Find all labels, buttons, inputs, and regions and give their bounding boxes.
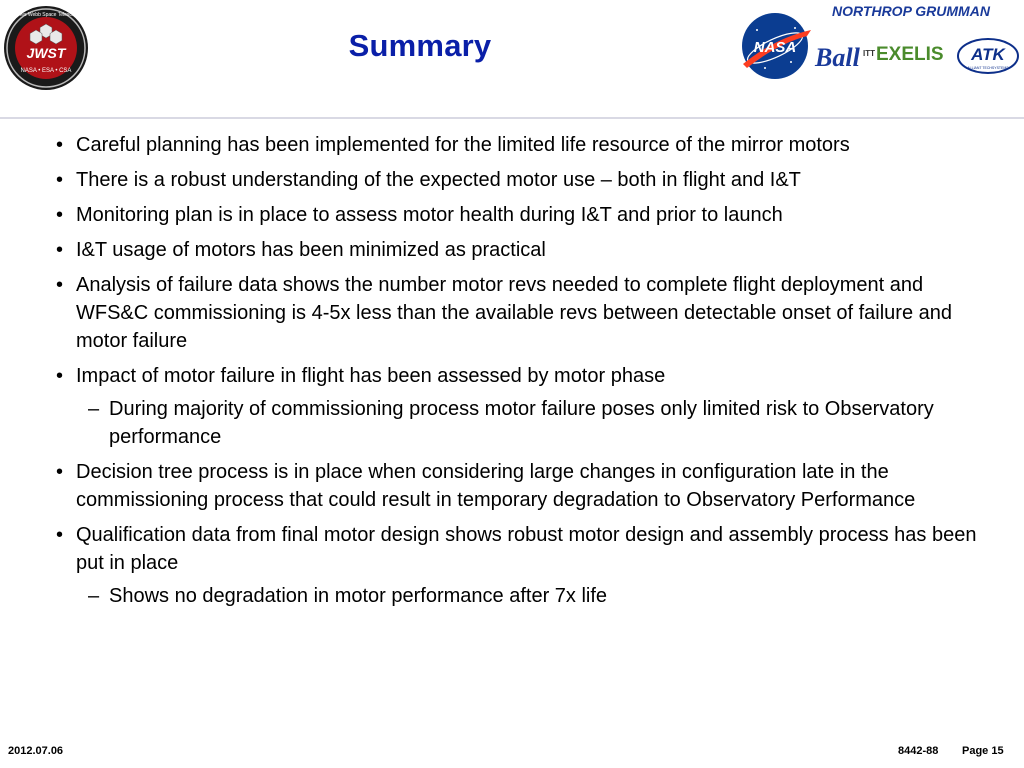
bullet-text: Impact of motor failure in flight has been assessed by motor phase <box>76 365 666 387</box>
bullet-text: I&T usage of motors has been minimized as practical <box>76 239 546 261</box>
sub-bullet-text: During majority of commissioning process motor failure poses only limited risk to Observatory performance <box>109 398 934 448</box>
jwst-logo-ring: James Webb Space Telescope <box>11 12 81 18</box>
bullet-text: Decision tree process is in place when considering large changes in configuration late in the commissioning process that could result in temporary degradation to Observatory Performance <box>76 461 916 511</box>
bullet-item <box>56 131 986 159</box>
bullet-item <box>56 166 986 194</box>
atk-subtext: ALLIANT TECHSYSTEMS <box>967 66 1009 70</box>
bullet-marker: • <box>56 461 64 483</box>
bullet-marker: • <box>56 524 64 546</box>
bullet-item <box>56 362 986 390</box>
bullet-text: Qualification data from final motor design shows robust motor design and assembly process has been put in place <box>76 524 977 574</box>
footer-doc-number: 8442-88 <box>898 745 939 757</box>
bullet-item <box>56 271 986 355</box>
bullet-text: There is a robust understanding of the expected motor use – both in flight and I&T <box>76 169 801 191</box>
atk-text: ATK <box>971 45 1005 64</box>
northrop-text: NORTHROP GRUMMAN <box>832 3 990 19</box>
ball-text: Ball <box>815 43 860 72</box>
exelis-text: EXELIS <box>876 44 944 65</box>
bullet-text: Careful planning has been implemented for the limited life resource of the mirror motors <box>76 134 850 156</box>
bullet-marker: • <box>56 239 64 261</box>
sub-bullet-marker: – <box>88 585 100 607</box>
nasa-text: NASA <box>753 39 797 56</box>
header-divider <box>0 117 1024 119</box>
bullet-marker: • <box>56 134 64 156</box>
summary-bullet-list <box>56 131 986 617</box>
partner-logos <box>735 0 1020 90</box>
bullet-text: Monitoring plan is in place to assess motor health during I&T and prior to launch <box>76 204 783 226</box>
footer-page-number: Page 15 <box>962 745 1004 757</box>
slide-title: Summary <box>348 28 492 63</box>
sub-bullet-text: Shows no degradation in motor performance after 7x life <box>109 585 608 607</box>
sub-bullet-item <box>88 395 986 451</box>
footer-date: 2012.07.06 <box>8 745 64 757</box>
sub-bullet-marker: – <box>88 398 100 420</box>
jwst-logo-bottom: NASA • ESA • CSA <box>20 68 72 74</box>
jwst-logo-center: JWST <box>26 45 66 61</box>
sub-bullet-item <box>88 582 986 610</box>
bullet-marker: • <box>56 204 64 226</box>
bullet-item <box>56 458 986 514</box>
bullet-marker: • <box>56 169 64 191</box>
bullet-item <box>56 236 986 264</box>
bullet-item <box>56 521 986 577</box>
bullet-item <box>56 201 986 229</box>
itt-text: ITT <box>863 49 875 58</box>
bullet-marker: • <box>56 365 64 387</box>
nasa-logo <box>742 13 811 79</box>
bullet-text: Analysis of failure data shows the number motor revs needed to complete flight deployment and WFS&C commissioning is 4-5x less than the available revs between detectable onset of failure and motor failure <box>76 274 953 352</box>
bullet-marker: • <box>56 274 64 296</box>
